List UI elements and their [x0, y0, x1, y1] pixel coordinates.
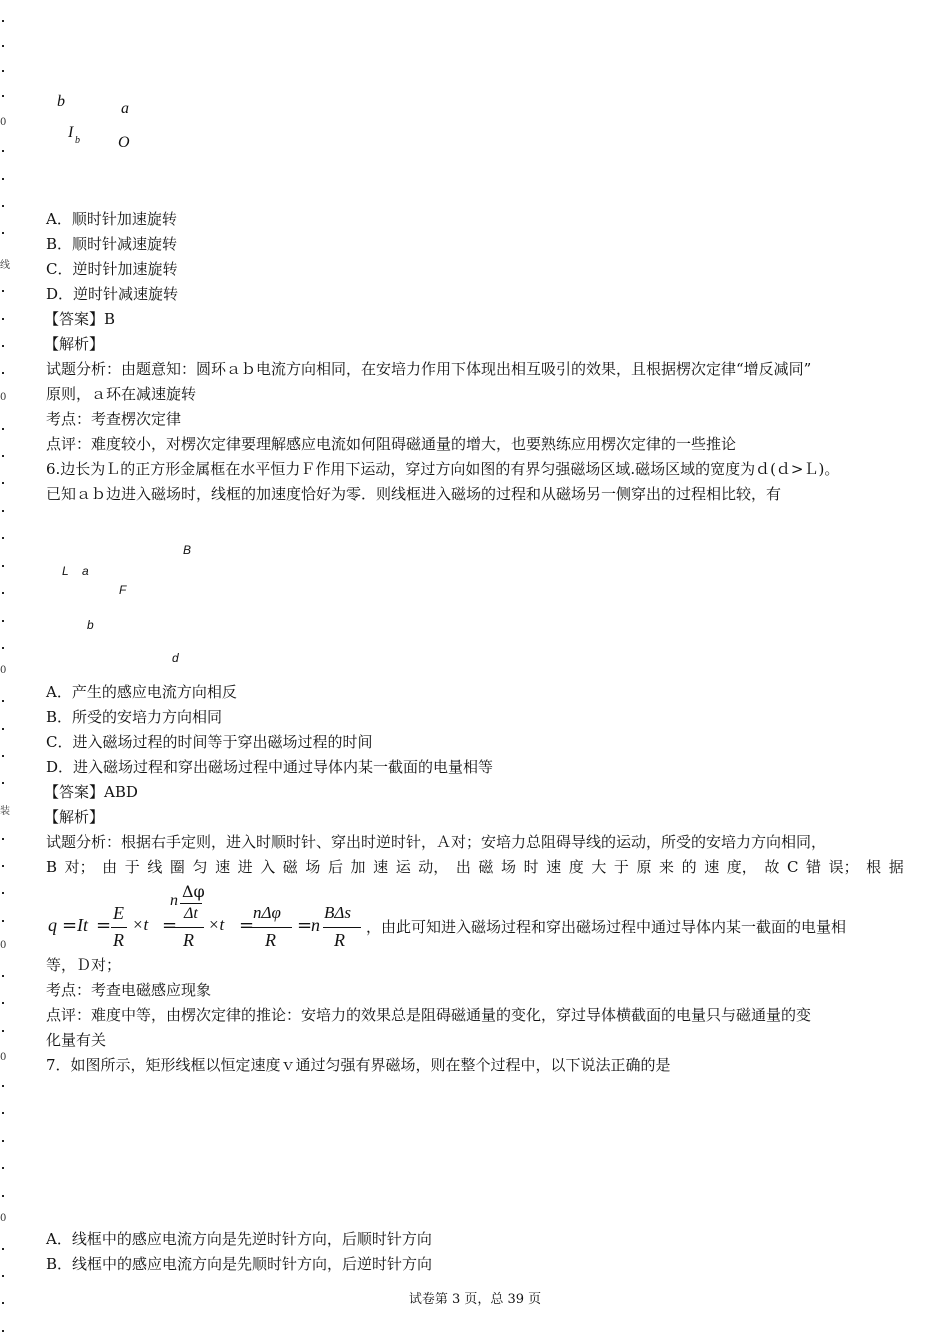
text-run: 大 — [591, 858, 607, 876]
margin-dot — [2, 150, 4, 152]
margin-dot — [2, 892, 4, 894]
margin-dot — [2, 1330, 4, 1332]
margin-mark: 0 — [0, 940, 7, 951]
margin-dot — [2, 620, 4, 622]
margin-dot — [2, 1112, 4, 1114]
formula-equals: = — [62, 915, 78, 936]
text-run: 后 — [327, 858, 343, 876]
q5-analysis-line-2: 原则，ａ环在减速旋转 — [46, 385, 197, 403]
q5-option-c: C．逆时针加速旋转 — [46, 260, 178, 278]
q5-knowledge-point: 考点：考查楞次定律 — [46, 410, 182, 428]
q5-option-a: A．顺时针加速旋转 — [46, 210, 177, 228]
margin-dot — [2, 647, 4, 649]
q7-stem: 7．如图所示，矩形线框以恒定速度ｖ通过匀强有界磁场，则在整个过程中，以下说法正确的是 — [46, 1056, 671, 1074]
text-run: 线 — [147, 858, 163, 876]
margin-dot — [2, 1002, 4, 1004]
text-run: C — [786, 858, 799, 876]
formula-R: R — [334, 930, 345, 950]
margin-dot — [2, 178, 4, 180]
fig2-label-B: B — [183, 543, 192, 557]
margin-dot — [2, 592, 4, 594]
fig2-label-d: d — [172, 651, 179, 665]
margin-dot — [2, 1085, 4, 1087]
margin-dot — [2, 1248, 4, 1250]
margin-dot — [2, 345, 4, 347]
formula-It: It — [77, 915, 88, 935]
q7-option-b: B．线框中的感应电流方向是先顺时针方向，后逆时针方向 — [46, 1255, 433, 1273]
margin-dot — [2, 537, 4, 539]
margin-mark: 0 — [0, 665, 7, 676]
margin-dot — [2, 838, 4, 840]
margin-dot — [2, 1275, 4, 1277]
text-run: B — [46, 858, 58, 876]
text-run: 加 — [350, 858, 366, 876]
text-run: 来 — [659, 858, 675, 876]
q5-comment: 点评：难度较小，对楞次定律要理解感应电流如何阻碍磁通量的增大，也要熟练应用楞次定律的一些推论 — [46, 435, 737, 453]
fig1-label-a: a — [121, 100, 129, 117]
text-run: 圈 — [169, 858, 185, 876]
margin-mark: 0 — [0, 1052, 7, 1063]
text-run: 速 — [704, 858, 720, 876]
q6-option-a: A．产生的感应电流方向相反 — [46, 683, 237, 701]
formula-times-t: ×t — [208, 915, 225, 934]
margin-dot — [2, 45, 4, 47]
formula-R: R — [265, 930, 276, 950]
fig1-label-sub-b: b — [75, 135, 80, 146]
margin-dot — [2, 565, 4, 567]
text-run: 根 — [866, 858, 882, 876]
text-run: 度 — [568, 858, 584, 876]
formula-equals: = — [239, 915, 255, 936]
formula-B-ds: BΔs — [324, 903, 351, 922]
fig1-label-O: O — [118, 134, 130, 151]
margin-dot — [2, 700, 4, 702]
q6-stem-line-1: 6.边长为Ｌ的正方形金属框在水平恒力Ｆ作用下运动，穿过方向如图的有界匀强磁场区域.磁场区域的宽度为ｄ(ｄ>Ｌ)。 — [46, 460, 840, 478]
margin-dot — [2, 1195, 4, 1197]
q6-option-d: D．进入磁场过程和穿出磁场过程中通过导体内某一截面的电量相等 — [46, 758, 494, 776]
text-run: 速 — [546, 858, 562, 876]
margin-dot — [2, 455, 4, 457]
fig1-label-b: b — [57, 93, 65, 110]
margin-dot — [2, 782, 4, 784]
text-run: 度， — [726, 858, 757, 876]
margin-dot — [2, 1140, 4, 1142]
margin-dot — [2, 318, 4, 320]
charge-formula — [46, 882, 916, 952]
text-run: 错 — [805, 858, 821, 876]
margin-dot — [2, 20, 4, 22]
fraction-bar — [111, 927, 127, 928]
formula-dphi: Δφ — [182, 882, 205, 901]
margin-dot — [2, 728, 4, 730]
text-run: 于 — [124, 858, 140, 876]
margin-dot — [2, 232, 4, 234]
formula-R: R — [113, 930, 124, 950]
q6-analysis-line-1: 试题分析：根据右手定则，进入时顺时针、穿出时逆时针，Ａ对；安培力总阻碍导线的运动，所受的安培力方向相同， — [46, 833, 827, 851]
q6-option-c: C．进入磁场过程的时间等于穿出磁场过程的时间 — [46, 733, 373, 751]
fig1-label-I: I — [68, 124, 74, 141]
text-run: 时 — [523, 858, 539, 876]
text-run: 故 — [764, 858, 780, 876]
q5-option-b: B．顺时针减速旋转 — [46, 235, 178, 253]
margin-dot — [2, 372, 4, 374]
binding-margin — [0, 0, 12, 1344]
q6-stem-line-2: 已知ａｂ边进入磁场时，线框的加速度恰好为零．则线框进入磁场的过程和从磁场另一侧穿出的过程相比较，有 — [46, 485, 782, 503]
margin-dot — [2, 510, 4, 512]
margin-dot — [2, 70, 4, 72]
text-run: 原 — [636, 858, 652, 876]
margin-mark: 0 — [0, 1213, 7, 1224]
margin-mark: 装 — [0, 806, 10, 817]
margin-mark: 线 — [0, 260, 10, 271]
margin-dot — [2, 290, 4, 292]
text-run: 匀 — [192, 858, 208, 876]
fig2-label-b: b — [87, 618, 94, 632]
margin-dot — [2, 1030, 4, 1032]
formula-n: n — [311, 915, 320, 935]
fig2-label-a: a — [82, 564, 89, 578]
margin-dot — [2, 920, 4, 922]
text-run: 磁 — [282, 858, 298, 876]
q6-comment-line-2: 化量有关 — [46, 1031, 107, 1049]
text-run: 速 — [215, 858, 231, 876]
text-run: 动， — [418, 858, 449, 876]
q6-option-b: B．所受的安培力方向相同 — [46, 708, 223, 726]
text-run: 由 — [102, 858, 118, 876]
text-run: 入 — [260, 858, 276, 876]
q6-analysis-line-4: 等，Ｄ对； — [46, 956, 122, 974]
text-run: 出 — [455, 858, 471, 876]
formula-R: R — [183, 930, 194, 950]
q5-option-d: D．逆时针减速旋转 — [46, 285, 179, 303]
q6-knowledge-point: 考点：考查电磁感应现象 — [46, 981, 212, 999]
text-run: 进 — [237, 858, 253, 876]
formula-E: E — [113, 903, 124, 923]
q6-analysis-title: 【解析】 — [44, 808, 105, 826]
margin-mark: 0 — [0, 392, 7, 403]
margin-dot — [2, 1167, 4, 1169]
formula-dt: Δt — [184, 905, 198, 922]
fraction-bar — [323, 927, 361, 928]
text-run: 于 — [613, 858, 629, 876]
text-run: 场 — [501, 858, 517, 876]
margin-dot — [2, 865, 4, 867]
text-run: 误； — [828, 858, 859, 876]
text-run: 的 — [681, 858, 697, 876]
fraction-bar — [180, 903, 202, 904]
text-run: 据 — [888, 858, 904, 876]
fraction-bar — [174, 927, 204, 928]
text-run: 磁 — [478, 858, 494, 876]
q7-option-a: A．线框中的感应电流方向是先逆时针方向，后顺时针方向 — [46, 1230, 432, 1248]
margin-dot — [2, 755, 4, 757]
q5-analysis-line-1: 试题分析：由题意知：圆环ａｂ电流方向相同，在安培力作用下体现出相互吸引的效果，且根据楞次定律“增反减同” — [46, 360, 812, 378]
margin-dot — [2, 975, 4, 977]
text-run: 场 — [305, 858, 321, 876]
margin-dot — [2, 205, 4, 207]
q6-analysis-line-3-tail: ，由此可知进入磁场过程和穿出磁场过程中通过导体内某一截面的电量相 — [366, 918, 847, 936]
formula-times-t: ×t — [132, 915, 149, 934]
fraction-bar — [252, 927, 292, 928]
q7-figure-area — [46, 1080, 896, 1220]
text-run: 运 — [395, 858, 411, 876]
q6-comment-line-1: 点评：难度中等，由楞次定律的推论：安培力的效果总是阻碍磁通量的变化，穿过导体横截面的电量只与磁通量的变 — [46, 1006, 812, 1024]
formula-equals: = — [162, 915, 178, 936]
fig2-label-F: F — [119, 583, 127, 597]
q6-analysis-line-2 — [46, 855, 904, 880]
margin-dot — [2, 482, 4, 484]
q6-answer: 【答案】ABD — [44, 783, 138, 801]
formula-n: n — [170, 892, 178, 909]
margin-dot — [2, 428, 4, 430]
q5-answer: 【答案】B — [44, 310, 116, 328]
formula-n-dphi: nΔφ — [253, 903, 281, 922]
margin-dot — [2, 95, 4, 97]
formula-equals: = — [297, 915, 313, 936]
text-run: 对； — [64, 858, 95, 876]
q5-analysis-title: 【解析】 — [44, 335, 105, 353]
text-run: 速 — [373, 858, 389, 876]
margin-mark: 0 — [0, 117, 7, 128]
fig2-label-L: L — [62, 564, 69, 578]
formula-equals: = — [96, 915, 112, 936]
page-footer: 试卷第 3 页，总 39 页 — [408, 1292, 542, 1307]
formula-q: q — [48, 915, 57, 935]
